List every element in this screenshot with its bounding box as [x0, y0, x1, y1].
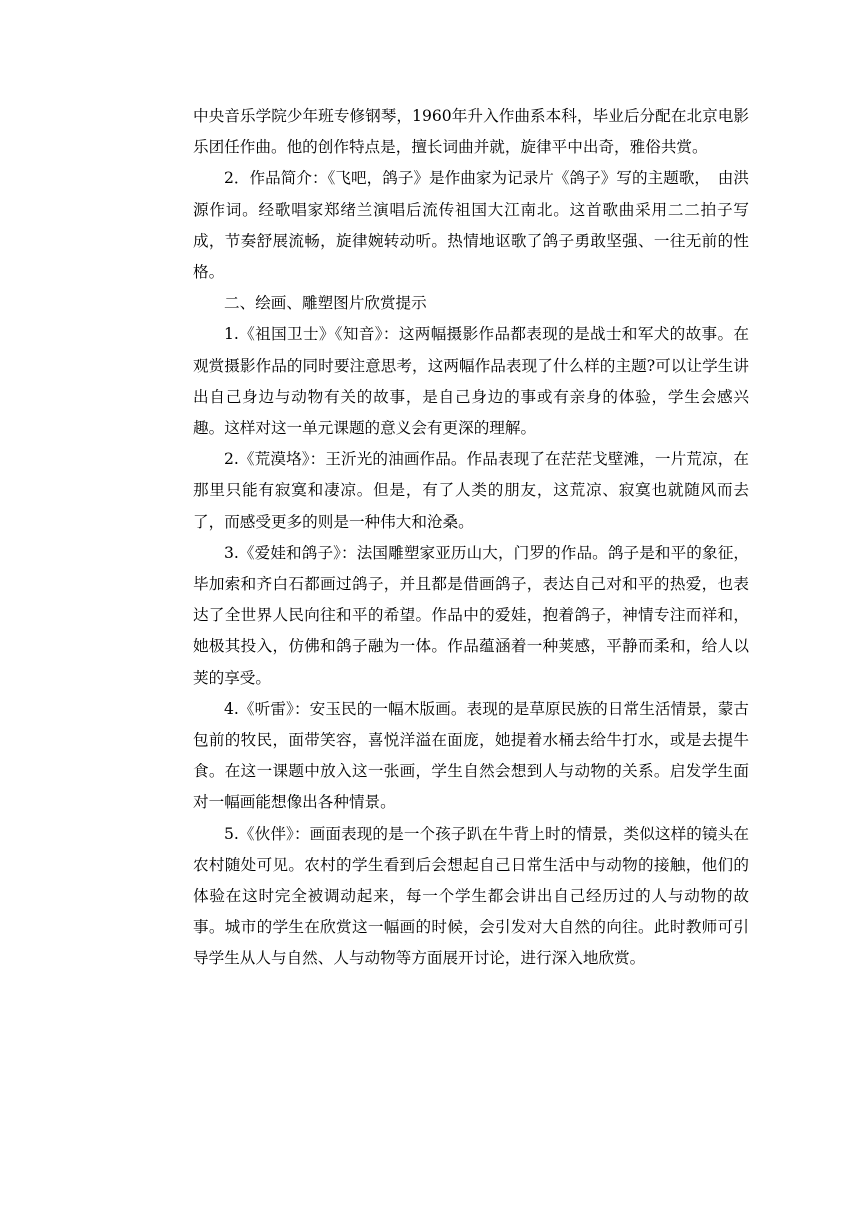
section-heading-painting-sculpture: 二、绘画、雕塑图片欣赏提示 [224, 294, 427, 313]
paragraph-work-intro: 2．作品简介：《飞吧，鸽子》是作曲家为记录片《鸽子》写的主题歌， 由洪源作词。经歌唱家郑绪兰演唱后流传祖国大江南北。这首歌曲采用二二拍子写成，节奏舒展流畅，旋律婉转动听。热情地讴歌了鸽子勇敢坚强、一往无前的性格。 [193, 169, 749, 282]
paragraph-item-3: 3.《爱娃和鸽子》：法国雕塑家亚历山大，门罗的作品。鸽子是和平的象征，毕加索和齐白石都画过鸽子，并且都是借画鸽子，表达自己对和平的热爱，也表达了全世界人民向往和平的希望。作品中的爱娃，抱着鸽子，神情专注而祥和，她极其投入，仿佛和鸽子融为一体。作品蕴涵着一种荚感，平静而柔和，给人以荚的享受。 [193, 543, 749, 687]
paragraph-item-2: 2.《荒漠垎》：王沂光的油画作品。作品表现了在茫茫戈壁滩，一片荒凉，在那里只能有寂寞和凄凉。但是，有了人类的朋友，这荒凉、寂寞也就随风而去了，而感受更多的则是一种伟大和沧桑。 [193, 450, 749, 531]
paragraph-item-5: 5.《伙伴》：画面表现的是一个孩子趴在牛背上时的情景，类似这样的镜头在农村随处可见。农村的学生看到后会想起自己日常生活中与动物的接触，他们的体验在这时完全被调动起来，每一个学生都会讲出自己经历过的人与动物的故事。城市的学生在欣赏这一幅画的时候，会引发对大自然的向往。此时教师可引导学生从人与自然、人与动物等方面展开讨论，进行深入地欣赏。 [193, 824, 749, 968]
paragraph-item-1: 1.《祖国卫士》《知音》：这两幅摄影作品都表现的是战士和军犬的故事。在观赏摄影作品的同时要注意思考，这两幅作品表现了什么样的主题?可以让学生讲出自己身边与动物有关的故事，是自己身边的事或有亲身的体验，学生会感兴趣。这样对这一单元课题的意义会有更深的理解。 [193, 325, 749, 438]
paragraph-composer-bio: 中央音乐学院少年班专修钢琴，1960年升入作曲系本科，毕业后分配在北京电影乐团任作曲。他的创作特点是，擅长词曲并就，旋律平中出奇，雅俗共赏。 [193, 107, 749, 157]
document-body [193, 101, 749, 975]
paragraph-item-4: 4.《听雷》：安玉民的一幅木版画。表现的是草原民族的日常生活情景，蒙古包前的牧民，面带笑容，喜悦洋溢在面庞，她提着水桶去给牛打水，或是去提牛食。在这一课题中放入这一张画，学生自然会想到人与动物的关系。启发学生面对一幅画能想像出各种情景。 [193, 699, 749, 812]
